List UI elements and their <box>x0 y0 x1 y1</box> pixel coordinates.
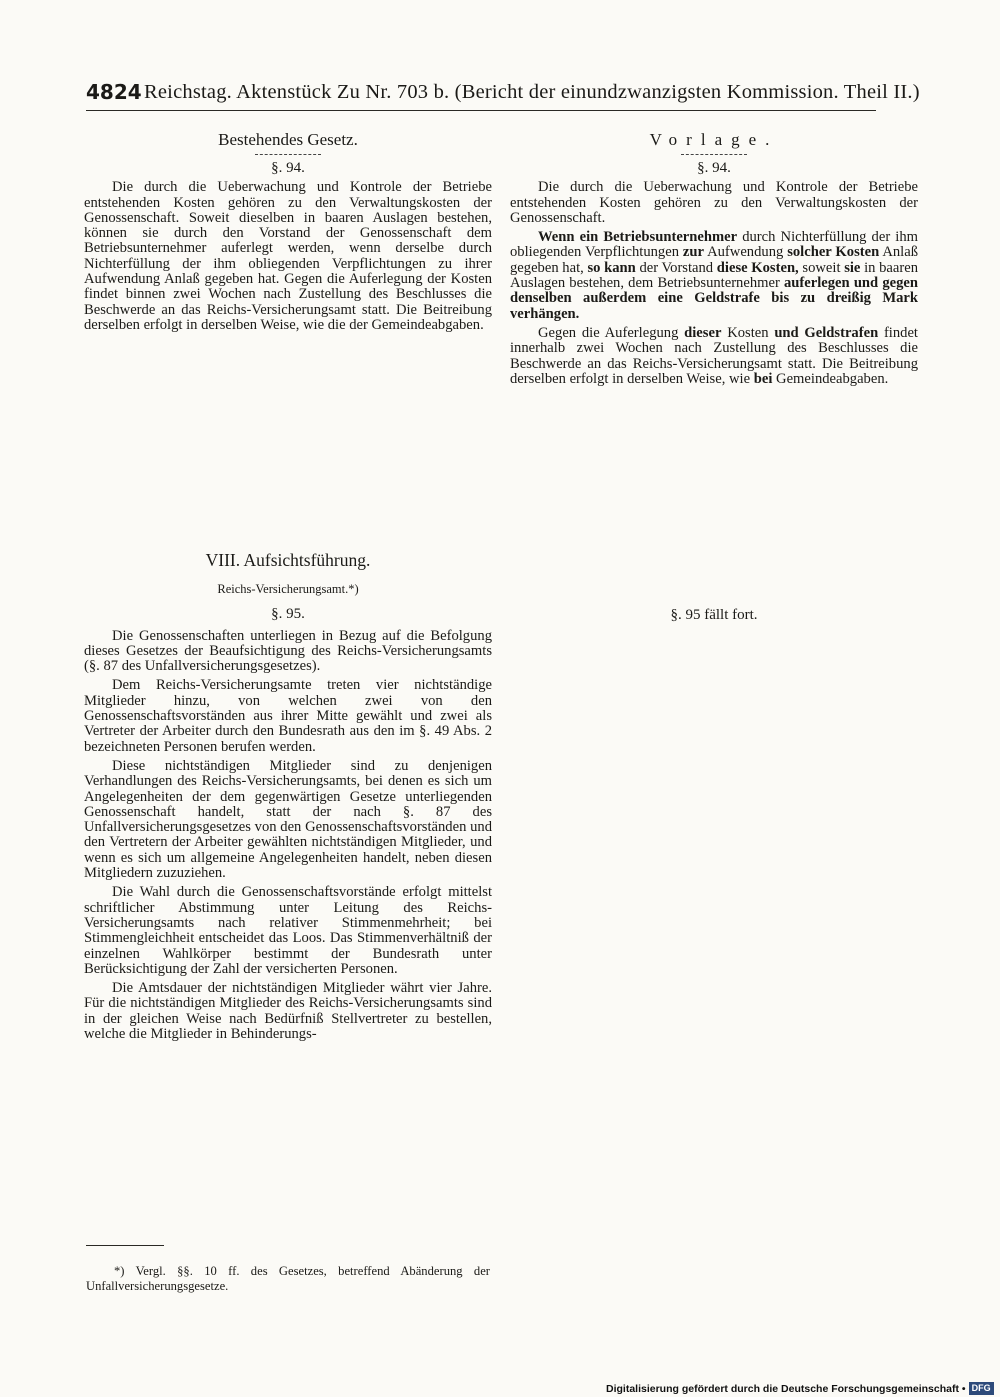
section-94-p3-right <box>510 326 918 387</box>
text-run: Kosten <box>721 324 775 341</box>
section-94-p1-right: Die durch die Ueberwachung und Kontrole der Betriebe entstehenden Kosten gehören zu den Verwaltungskosten der Genossenschaft. <box>510 179 918 226</box>
section-95-paragraph: Dem Reichs-Versicherungsamte treten vier nichtständige Mitglieder hinzu, von welchen zwei von den Genossenschaftsvorständen aus ihrer Mitte gewählt und zwei als Vertreter der Arbeiter durch den Bundesrath aus den im §. 49 Abs. 2 bezeichneten Personen berufen werden. <box>84 677 492 755</box>
text-run: durch Nichterfüllung der ihm obliegenden Verpflichtungen <box>510 229 918 261</box>
heading-rule <box>681 154 747 155</box>
section-viii-subtitle: Reichs-Versicherungsamt.*) <box>217 582 359 596</box>
section-94-text-left: Die durch die Ueberwachung und Kontrole der Betriebe entstehenden Kosten gehören zu den Verwaltungskosten der Genossenschaft. Soweit dieselben in baaren Auslagen bestehen, können sie durch den Vorstand der Genossenschaft dem Betriebsunternehmer auferlegt werden, wenn derselbe durch Nichterfüllung der ihm obliegenden Verpflichtungen zu ihrer Aufwendung Anlaß gegeben hat. Gegen die Auferlegung der Kosten findet binnen zwei Wochen nach Zustellung des Beschlusses die Beschwerde an das Reichs-Versicherungsamt statt. Die Beitreibung derselben erfolgt in derselben Weise, wie die der Gemeindeabgaben. <box>84 179 492 333</box>
section-94-p2-right <box>510 230 918 322</box>
heading-rule <box>255 154 321 155</box>
text-run: Anlaß gegeben hat, <box>510 244 918 276</box>
page-number: 4824 <box>86 80 142 104</box>
emphasis: dieser <box>684 324 722 341</box>
section-viii-title: VIII. Aufsichtsführung. <box>205 550 371 570</box>
footnote: *) Vergl. §§. 10 ff. des Gesetzes, betreffend Abänderung der Unfallversicherungsgesetze. <box>86 1264 490 1293</box>
left-column-section-viii <box>84 550 492 1046</box>
emphasis: zur <box>682 244 704 261</box>
digitization-credit-text: Digitalisierung gefördert durch die Deutsche Forschungsgemeinschaft • <box>606 1383 966 1395</box>
section-95-paragraph: Diese nichtständigen Mitglieder sind zu denjenigen Verhandlungen des Reichs-Versicherungsamts, bei denen es sich um Angelegenheiten der dem gegenwärtigen Gesetze unterliegenden Genossenschaft handelt, statt der nach §. 87 des Unfallversicherungsgesetzes von den Genossenschaftsvorständen und den Vertretern der Arbeiter gewählten nichtständigen Mitglieder, und wenn es sich um allgemeine Angelegenheiten handelt, neben diesen Mitgliedern zuzuziehen. <box>84 757 492 882</box>
emphasis: solcher Kosten <box>787 244 880 261</box>
emphasis: auferlegen und gegen denselben außerdem eine Geldstrafe bis zu dreißig Mark verhängen. <box>510 275 918 322</box>
text-run: soweit <box>798 259 845 276</box>
text-run: der Vorstand <box>635 259 717 276</box>
text-run: Aufwendung <box>703 244 788 261</box>
text-run: findet innerhalb zwei Wochen nach Zustellung des Beschlusses die Beschwerde an das Reichs-Versicherungsamt statt. Die Beitreibung derselben erfolgt in derselben Weise, wie <box>510 324 918 387</box>
page-header <box>86 78 920 111</box>
section-95-paragraph: Die Genossenschaften unterliegen in Bezug auf die Befolgung dieses Gesetzes der Beaufsichtigung des Reichs-Versicherungsamts (§. 87 des Unfallversicherungsgesetzes). <box>84 627 492 675</box>
left-column-existing-law <box>84 130 492 337</box>
emphasis: diese Kosten, <box>716 259 799 276</box>
section-95-paragraph: Die Amtsdauer der nichtständigen Mitglieder währt vier Jahre. Für die nichtständigen Mitglieder des Reichs-Versicherungsamts sind in der gleichen Weise nach Bedürfniß Stellvertreter zu bestellen, welche die Mitglieder in Behinderungs- <box>84 980 492 1043</box>
right-column-proposal <box>510 130 918 391</box>
dfg-logo: DFG <box>969 1382 994 1395</box>
emphasis: Wenn ein Betriebsunternehmer <box>538 229 738 246</box>
emphasis: sie <box>844 259 861 276</box>
section-95-title: §. 95. <box>271 606 305 623</box>
section-95-removed-note: §. 95 fällt fort. <box>670 607 758 623</box>
text-run: Gegen die Auferlegung <box>538 324 685 341</box>
section-95-paragraph: Die Wahl durch die Genossenschaftsvorstände erfolgt mittelst schriftlicher Abstimmung unter Leitung des Reichs-Versicherungsamts nach relativer Stimmenmehrheit; bei Stimmengleichheit entscheidet das Loos. Das Stimmenverhältniß der einzelnen Wahlkörper bestimmt der Bundesrath unter Berücksichtigung der Zahl der versicherten Personen. <box>84 884 492 977</box>
running-title: Reichstag. Aktenstück Zu Nr. 703 b. (Bericht der einundzwanzigsten Kommission. Theil II.) <box>144 81 920 103</box>
emphasis: so kann <box>587 259 636 276</box>
emphasis: bei <box>753 370 773 387</box>
emphasis: und Geldstrafen <box>774 324 879 341</box>
left-column-heading: Bestehendes Gesetz. <box>218 130 358 149</box>
digitization-credit <box>606 1381 998 1397</box>
text-run: in baaren Auslagen bestehen, dem Betriebsunternehmer <box>510 259 918 292</box>
section-94-title-left: §. 94. <box>271 160 305 176</box>
section-94-title-right: §. 94. <box>697 160 731 176</box>
right-column-heading: Vorlage. <box>649 130 779 149</box>
text-run: Gemeindeabgaben. <box>772 370 889 387</box>
footnote-rule <box>86 1245 164 1246</box>
